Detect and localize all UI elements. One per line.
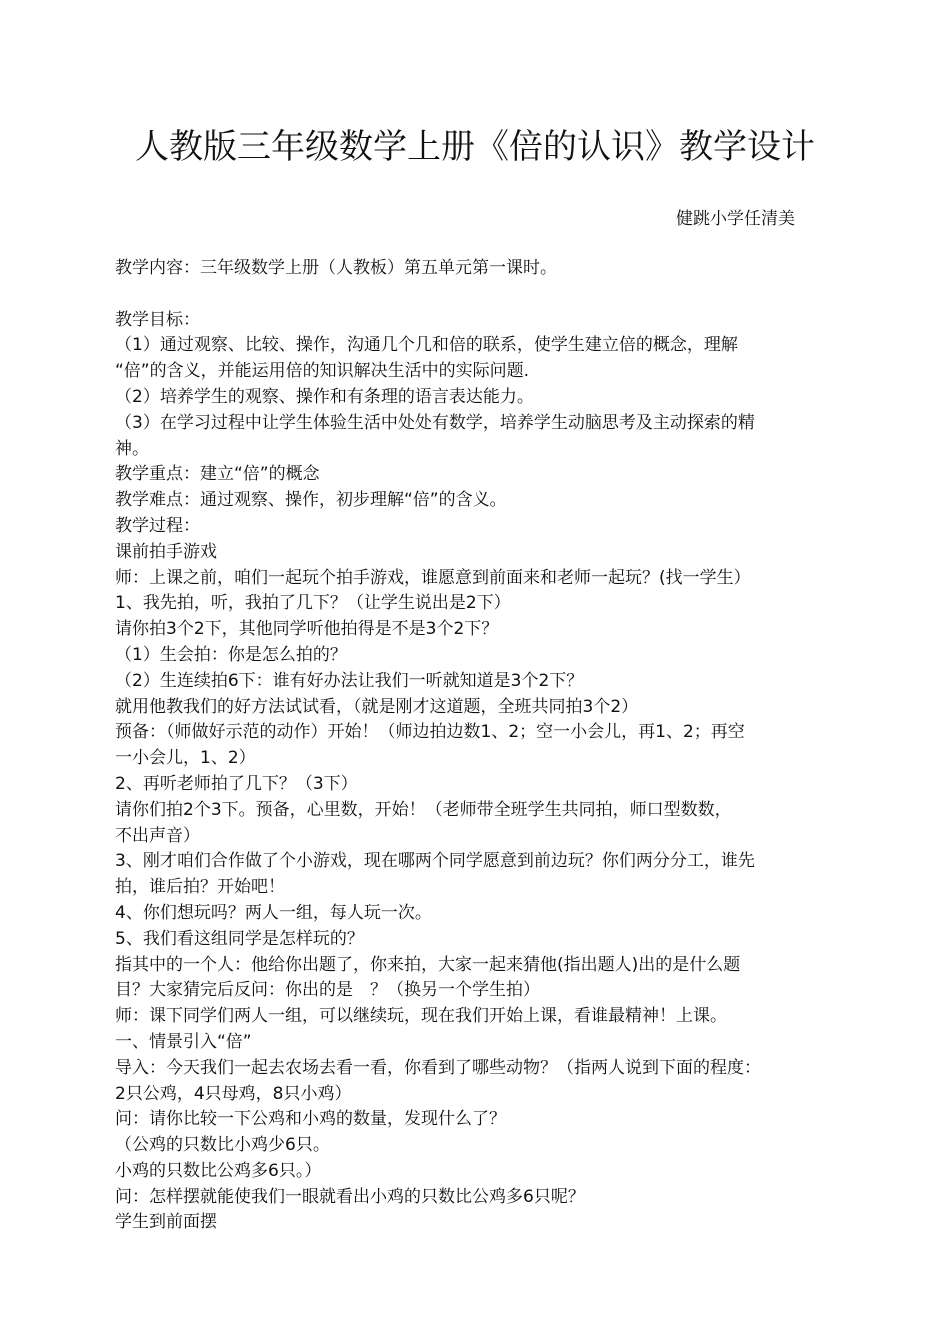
text-line: 教学重点：建立“倍”的概念 — [115, 464, 320, 485]
text-line: （1）通过观察、比较、操作，沟通几个几和倍的联系，使学生建立倍的概念，理解 — [115, 335, 738, 356]
text-line: 指其中的一个人：他给你出题了，你来拍，大家一起来猜他(指出题人)出的是什么题 — [115, 954, 741, 975]
text-line: 不出声音） — [115, 825, 200, 846]
text-line: 学生到前面摆 — [115, 1212, 217, 1233]
author-line: 健跳小学任清美 — [676, 209, 795, 229]
text-line: 教学过程： — [115, 515, 200, 536]
text-line: （公鸡的只数比小鸡少6只。 — [115, 1135, 330, 1156]
text-line: 教学难点：通过观察、操作，初步理解“倍”的含义。 — [115, 490, 507, 511]
text-line: 神。 — [115, 438, 149, 459]
document-body — [115, 256, 837, 1236]
text-line: 3、刚才咱们合作做了个小游戏，现在哪两个同学愿意到前边玩？你们两分分工，谁先 — [115, 851, 755, 872]
text-line: 预备：（师做好示范的动作）开始！（师边拍边数1、2；空一小会儿，再1、2；再空 — [115, 722, 745, 743]
text-line: 就用他教我们的好方法试试看，（就是刚才这道题，全班共同拍3个2） — [115, 696, 639, 717]
text-line: 2、再听老师拍了几下？（3下） — [115, 773, 358, 794]
text-line: 拍，谁后拍？开始吧！ — [115, 877, 285, 898]
text-line: 5、我们看这组同学是怎样玩的？ — [115, 928, 364, 949]
text-line: （2）培养学生的观察、操作和有条理的语言表达能力。 — [115, 386, 534, 407]
text-line: 教学目标： — [115, 309, 200, 330]
text-line: 师：上课之前，咱们一起玩个拍手游戏，谁愿意到前面来和老师一起玩？(找一学生） — [115, 567, 751, 588]
text-line: “倍”的含义，并能运用倍的知识解决生活中的实际问题. — [115, 361, 530, 382]
text-line: 课前拍手游戏 — [115, 541, 217, 562]
text-line: 2只公鸡，4只母鸡，8只小鸡） — [115, 1083, 352, 1104]
text-line: 目？大家猜完后反问：你出的是 ？（换另一个学生拍） — [115, 980, 540, 1001]
text-line: 4、你们想玩吗？两人一组，每人玩一次。 — [115, 902, 432, 923]
text-line: 问：怎样摆就能使我们一眼就看出小鸡的只数比公鸡多6只呢？ — [115, 1186, 585, 1207]
text-line: 教学内容：三年级数学上册（人教板）第五单元第一课时。 — [115, 258, 557, 278]
text-line: （1）生会拍：你是怎么拍的？ — [115, 644, 347, 665]
blank-line — [115, 282, 837, 308]
text-line: （3）在学习过程中让学生体验生活中处处有数学，培养学生动脑思考及主动探索的精 — [115, 412, 755, 433]
text-line: （2）生连续拍6下：谁有好办法让我们一听就知道是3个2下？ — [115, 670, 584, 691]
text-line: 请你们拍2个3下。预备，心里数，开始！（老师带全班学生共同拍，师口型数数， — [115, 799, 732, 820]
text-line: 师：课下同学们两人一组，可以继续玩，现在我们开始上课，看谁最精神！上课。 — [115, 1006, 727, 1027]
text-line: 小鸡的只数比公鸡多6只。） — [115, 1160, 322, 1181]
text-line: 1、我先拍，听，我拍了几下？（让学生说出是2下） — [115, 593, 511, 614]
text-line: 一、情景引入“倍” — [115, 1031, 252, 1052]
text-line: 请你拍3个2下，其他同学听他拍得是不是3个2下？ — [115, 619, 499, 640]
text-line: 问：请你比较一下公鸡和小鸡的数量，发现什么了？ — [115, 1109, 506, 1130]
text-line: 一小会儿，1、2） — [115, 748, 256, 769]
document-title: 人教版三年级数学上册《倍的认识》教学设计 — [135, 127, 815, 167]
text-line: 导入：今天我们一起去农场去看一看，你看到了哪些动物？（指两人说到下面的程度： — [115, 1057, 761, 1078]
